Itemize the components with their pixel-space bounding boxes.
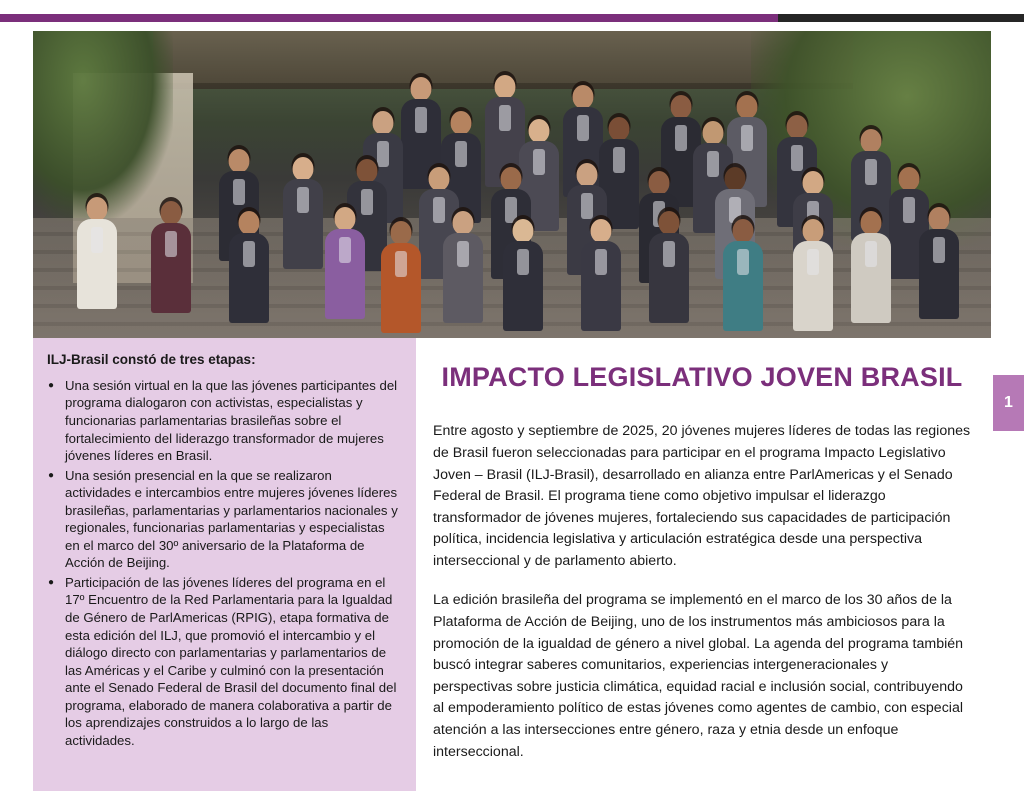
page-number-tab: [993, 375, 1024, 431]
hero-photo: [33, 31, 991, 338]
header-rule-purple: [0, 14, 778, 22]
list-item: ● Participación de las jóvenes líderes del programa en el 17º Encuentro de la Red Parlamentaria para la Igualdad de Género de ParlAmericas (RPIG), etapa formativa de esta edición del ILJ, que promovió el intercambio y el diálogo directo con parlamentarias y parlamentarios de las Américas y el Caribe y culminó con la presentación ante el Senado Federal de Brasil del documento final del programa, elaborado de manera colaborativa a partir de los aprendizajes construidos a lo largo de las actividades.: [47, 574, 398, 749]
list-item: ● Una sesión virtual en la que las jóvenes participantes del programa dialogaron con activistas, especialistas y funcionarias parlamentarias brasileñas sobre el fortalecimiento del liderazgo transformador de mujeres jóvenes líderes en Brasil.: [47, 377, 398, 465]
page-number: 1: [1004, 394, 1013, 411]
sidebar-stages-panel: [33, 338, 416, 791]
main-article-column: [433, 345, 971, 781]
header-rule-dark: [778, 14, 1024, 22]
article-paragraph: La edición brasileña del programa se implementó en el marco de los 30 años de la Plataforma de Acción de Beijing, uno de los instrumentos más ambiciosos para la promoción de la igualdad de género a nivel global. La agenda del programa también buscó integrar saberes comunitarios, experiencias intergeneracionales y perspectivas sobre justicia climática, equidad racial e inclusión social, contribuyendo al empoderamiento político de estas jóvenes como agentes de cambio, con especial atención a las intersecciones entre género, raza y etnia desde un enfoque interseccional.: [433, 592, 964, 760]
page-title: IMPACTO LEGISLATIVO JOVEN BRASIL: [441, 362, 963, 392]
sidebar-panel-title: ILJ-Brasil constó de tres etapas:: [47, 352, 256, 367]
article-paragraph: Entre agosto y septiembre de 2025, 20 jóvenes mujeres líderes de todas las regiones de Brasil fueron seleccionadas para participar en el programa Impacto Legislativo Joven – Brasil (ILJ-Brasil), desarrollado en alianza entre ParlAmericas y el Senado Federal de Brasil. El programa tiene como objetivo impulsar el liderazgo transformador de jóvenes mujeres, fortaleciendo sus capacidades de participación política, incidencia legislativa y articulación estratégica desde una perspectiva interseccional y de parlamento abierto.: [433, 423, 971, 569]
hero-group-of-people: [33, 71, 991, 338]
stages-list: [47, 377, 398, 749]
list-item: ● Una sesión presencial en la que se realizaron actividades e intercambios entre mujeres jóvenes líderes brasileñas, parlamentarias y parlamentarios nacionales y regionales, funcionarias parlamentarias y especialistas en el marco del 30º aniversario de la Plataforma de Acción de Beijing.: [47, 467, 398, 572]
